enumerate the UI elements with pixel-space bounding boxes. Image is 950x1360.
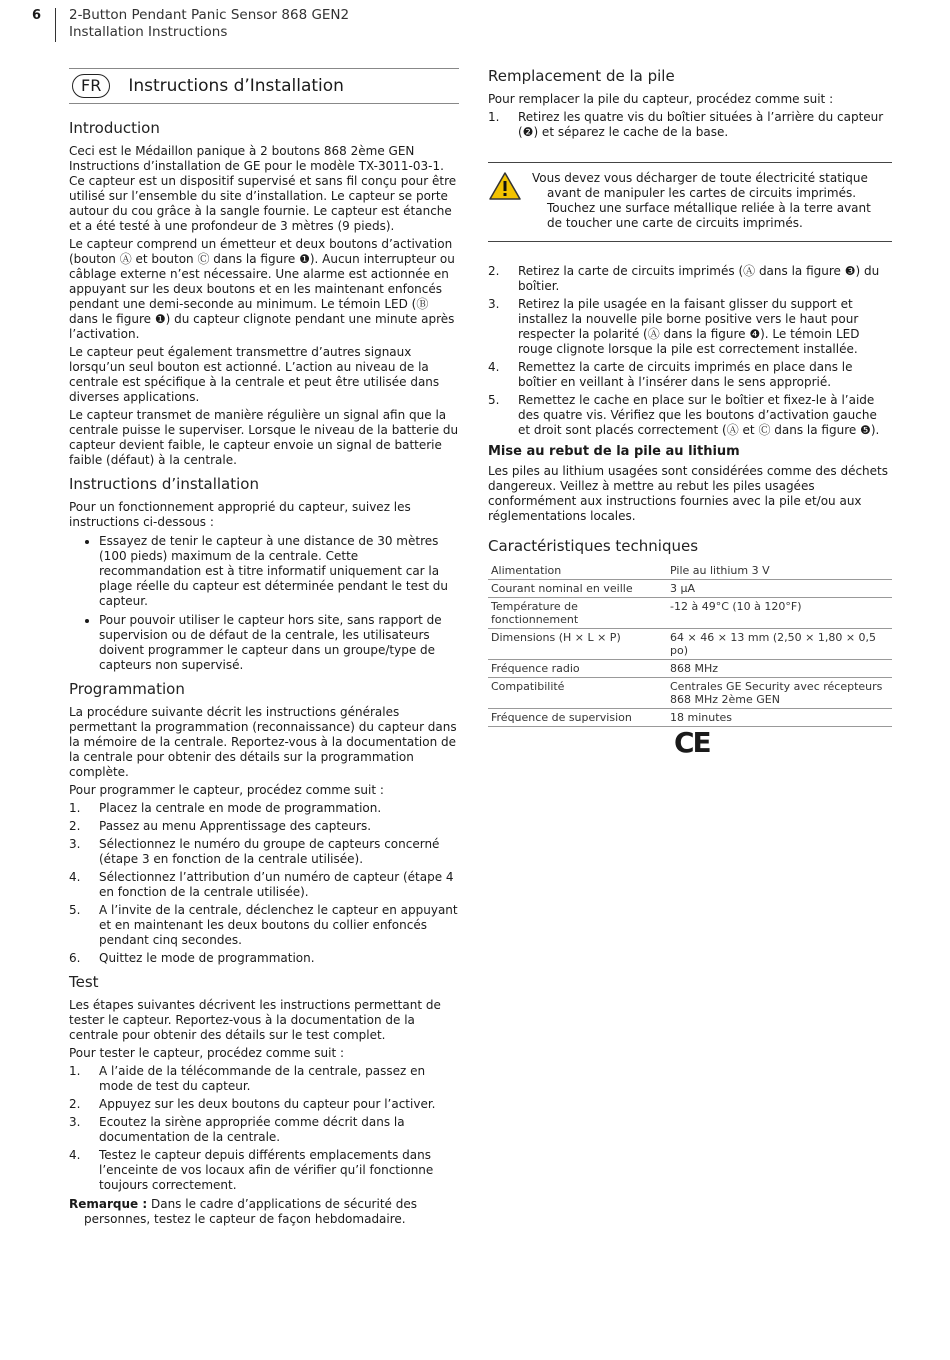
note — [69, 1197, 459, 1227]
step-text: Passez au menu Apprentissage des capteurs. — [99, 819, 372, 833]
list-item — [69, 903, 459, 948]
step-number: 1. — [69, 1064, 81, 1078]
step-number: 1. — [488, 110, 500, 124]
table-row — [488, 660, 892, 678]
step-text: Retirez la carte de circuits imprimés (Ⓐ dans la figure ❸) du boîtier. — [518, 264, 880, 293]
list-item — [488, 393, 892, 438]
warning-text: Vous devez vous décharger de toute électricité statique avant de manipuler les cartes de circuits imprimés. Touchez une surface métallique reliée à la terre avant de toucher une carte de circuits imprimés. — [532, 171, 871, 230]
spec-label: Température de fonctionnement — [488, 598, 667, 629]
install-bullet-list — [69, 534, 459, 673]
step-text: Appuyez sur les deux boutons du capteur pour l’activer. — [99, 1097, 436, 1111]
step-number: 3. — [488, 297, 500, 311]
step-number: 3. — [69, 837, 81, 851]
test-paragraph-1: Les étapes suivantes décrivent les instructions permettant de tester le capteur. Reportez-vous à la documentation de la centrale pour obtenir des détails sur le test complet. — [69, 998, 441, 1042]
intro-paragraph-3: Le capteur peut également transmettre d’autres signaux lorsqu’un seul bouton est actionné. L’action au niveau de la centrale est spécifique à la centrale et peut être utilisée dans diverses applications. — [69, 345, 440, 404]
spec-value: 868 MHz — [667, 660, 892, 678]
list-item — [69, 819, 459, 834]
step-text: Remettez le cache en place sur le boîtier et fixez-le à l’aide des quatre vis. Vérifiez que les boutons d’activation gauche et droit sont placés correctement (Ⓐ et Ⓒ dans la figure ❺). — [518, 393, 880, 437]
step-number: 4. — [488, 360, 500, 374]
page-title: Instructions d’Installation — [128, 75, 344, 96]
step-text: Testez le capteur depuis différents emplacements dans l’enceinte de vos locaux afin de vérifier qu’il fonctionne toujours correctement. — [99, 1148, 434, 1192]
list-item: • Pour pouvoir utiliser le capteur hors site, sans rapport de supervision ou de défaut de la centrale, les utilisateurs doivent programmer le capteur dans un groupe/type de capteurs non supervisé. — [99, 613, 459, 673]
step-text: Retirez les quatre vis du boîtier situées à l’arrière du capteur (❷) et séparez le cache de la base. — [518, 110, 884, 139]
step-text: Remettez la carte de circuits imprimés en place dans le boîtier en veillant à l’insérer dans le sens approprié. — [518, 360, 853, 389]
list-item — [69, 1115, 459, 1145]
battery-steps — [488, 264, 892, 438]
header-doc-title: Installation Instructions — [69, 24, 228, 40]
step-text: Retirez la pile usagée en la faisant glisser du support et installez la nouvelle pile borne positive vers le haut pour respecter la polarité (Ⓐ dans la figure ❹). Le témoin LED rouge clignote lorsque la pile est correctement installée. — [518, 297, 860, 356]
spec-label: Fréquence de supervision — [488, 709, 667, 727]
left-column — [69, 68, 459, 1230]
spec-value: -12 à 49°C (10 à 120°F) — [667, 598, 892, 629]
specs-table — [488, 562, 892, 727]
table-row — [488, 598, 892, 629]
step-number: 5. — [488, 393, 500, 407]
ce-mark-icon: CE — [674, 726, 710, 759]
step-text: Ecoutez la sirène appropriée comme décrit dans la documentation de la centrale. — [99, 1115, 405, 1144]
table-row — [488, 580, 892, 598]
intro-paragraph-1: Ceci est le Médaillon panique à 2 boutons 868 2ème GEN Instructions d’installation de GE pour le modèle TX-3011-03-1. Ce capteur est un dispositif supervisé et sans fil conçu pour être utilisé sur l’ensemble du site d’installation. Le capteur se porte autour du cou grâce à la sangle fournie. Le capteur est étanche et a été testé à une profondeur de 3 mètres (9 pieds). — [69, 144, 457, 233]
test-steps — [69, 1064, 459, 1193]
page-number: 6 — [32, 8, 42, 23]
language-badge: FR — [72, 74, 110, 98]
note-label: Remarque : — [69, 1197, 148, 1211]
specs-heading: Caractéristiques techniques — [488, 537, 699, 555]
spec-label: Fréquence radio — [488, 660, 667, 678]
warning-icon — [488, 171, 532, 231]
list-item — [69, 870, 459, 900]
static-warning-box — [488, 162, 892, 242]
spec-label: Alimentation — [488, 562, 667, 580]
spec-value: 64 × 46 × 13 mm (2,50 × 1,80 × 0,5 po) — [667, 629, 892, 660]
battery-heading: Remplacement de la pile — [488, 67, 675, 85]
step-text: Placez la centrale en mode de programmation. — [99, 801, 382, 815]
step-text: Quittez le mode de programmation. — [99, 951, 315, 965]
step-number: 2. — [488, 264, 500, 278]
list-item — [488, 110, 892, 140]
list-item — [488, 297, 892, 357]
programming-heading: Programmation — [69, 680, 185, 698]
list-item — [69, 1148, 459, 1193]
spec-value: 3 µA — [667, 580, 892, 598]
battery-paragraph: Pour remplacer la pile du capteur, procédez comme suit : — [488, 92, 834, 106]
spec-label: Dimensions (H × L × P) — [488, 629, 667, 660]
spec-label: Compatibilité — [488, 678, 667, 709]
step-number: 6. — [69, 951, 81, 965]
install-heading: Instructions d’installation — [69, 475, 259, 493]
page-header — [69, 7, 349, 41]
programming-steps — [69, 801, 459, 966]
spec-value: Centrales GE Security avec récepteurs 868 MHz 2ème GEN — [667, 678, 892, 709]
list-item — [69, 951, 459, 966]
right-column — [488, 66, 892, 759]
test-paragraph-2: Pour tester le capteur, procédez comme suit : — [69, 1046, 345, 1060]
step-text: A l’aide de la télécommande de la centrale, passez en mode de test du capteur. — [99, 1064, 426, 1093]
step-number: 1. — [69, 801, 81, 815]
step-text: A l’invite de la centrale, déclenchez le capteur en appuyant et en maintenant les deux boutons du collier enfoncés pendant cinq secondes. — [99, 903, 458, 947]
list-item — [69, 837, 459, 867]
step-number: 2. — [69, 819, 81, 833]
list-item — [488, 360, 892, 390]
header-divider — [55, 8, 56, 42]
intro-heading: Introduction — [69, 119, 160, 137]
note-text: Dans le cadre d’applications de sécurité des personnes, testez le capteur de façon hebdomadaire. — [84, 1197, 417, 1226]
list-item: • Essayez de tenir le capteur à une distance de 30 mètres (100 pieds) maximum de la centrale. Cette recommandation est à titre informatif uniquement car la plage réelle du capteur est déterminée pendant le test du capteur. — [99, 534, 459, 609]
test-heading: Test — [69, 973, 99, 991]
table-row — [488, 678, 892, 709]
table-row — [488, 562, 892, 580]
step-number: 4. — [69, 1148, 81, 1162]
intro-paragraph-2: Le capteur comprend un émetteur et deux boutons d’activation (bouton Ⓐ et bouton Ⓒ dans la figure ❶). Aucun interrupteur ou câblage externe n’est nécessaire. Une alarme est actionnée en appuyant sur les deux boutons et en les maintenant enfoncés pendant une demi-seconde au minimum. Le témoin LED (Ⓑ dans le figure ❶) du capteur clignote pendant une minute après l’activation. — [69, 237, 455, 341]
step-number: 3. — [69, 1115, 81, 1129]
table-row — [488, 709, 892, 727]
section-title-bar — [69, 68, 459, 104]
list-item — [69, 1097, 459, 1112]
list-item — [69, 1064, 459, 1094]
spec-label: Courant nominal en veille — [488, 580, 667, 598]
programming-paragraph-1: La procédure suivante décrit les instructions générales permettant la programmation (reconnaissance) du capteur dans la mémoire de la centrale. Reportez-vous à la documentation de la centrale pour obtenir des détails sur la programmation complète. — [69, 705, 457, 779]
programming-paragraph-2: Pour programmer le capteur, procédez comme suit : — [69, 783, 384, 797]
disposal-heading: Mise au rebut de la pile au lithium — [488, 444, 740, 459]
list-item — [69, 801, 459, 816]
battery-step-1 — [488, 110, 892, 140]
step-number: 5. — [69, 903, 81, 917]
install-paragraph: Pour un fonctionnement approprié du capteur, suivez les instructions ci-dessous : — [69, 500, 411, 529]
table-row — [488, 629, 892, 660]
spec-value: Pile au lithium 3 V — [667, 562, 892, 580]
step-number: 4. — [69, 870, 81, 884]
intro-paragraph-4: Le capteur transmet de manière régulière un signal afin que la centrale puisse le superviser. Lorsque le niveau de la batterie du capteur devient faible, le capteur envoie un signal de batterie faible (défaut) à la centrale. — [69, 408, 459, 467]
step-text: Sélectionnez le numéro du groupe de capteurs concerné (étape 3 en fonction de la centrale utilisée). — [99, 837, 440, 866]
list-item — [488, 264, 892, 294]
step-number: 2. — [69, 1097, 81, 1111]
disposal-paragraph: Les piles au lithium usagées sont considérées comme des déchets dangereux. Veillez à mettre au rebut les piles usagées conformément aux instructions fournies avec la pile et/ou aux réglementations locales. — [488, 464, 888, 523]
spec-value: 18 minutes — [667, 709, 892, 727]
step-text: Sélectionnez l’attribution d’un numéro de capteur (étape 4 en fonction de la centrale utilisée). — [99, 870, 454, 899]
header-product-title: 2-Button Pendant Panic Sensor 868 GEN2 — [69, 7, 350, 23]
